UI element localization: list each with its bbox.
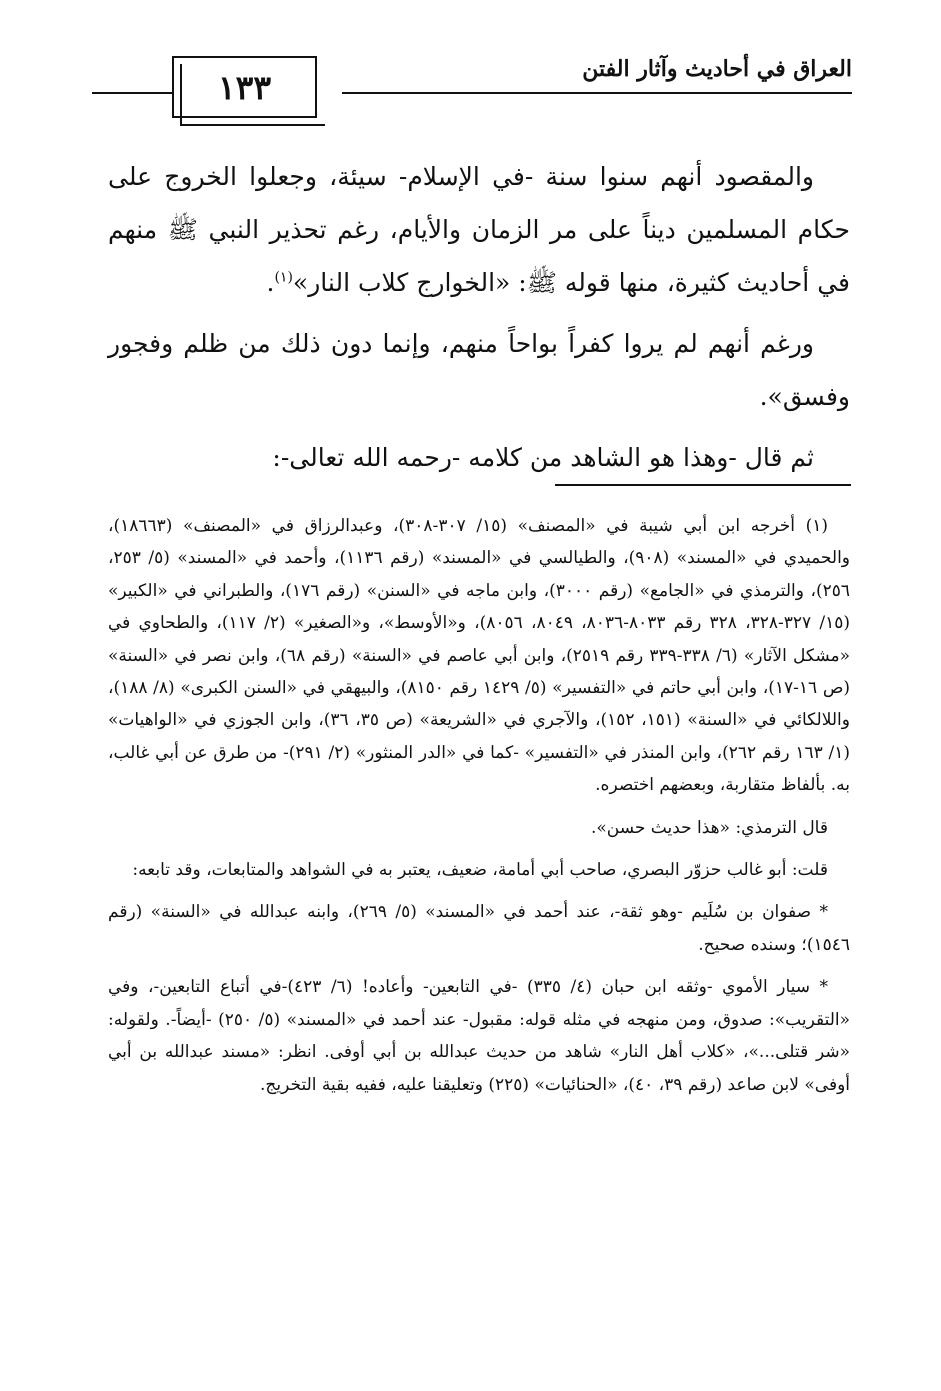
footnote-comment: قلت: أبو غالب حزوّر البصري، صاحب أبي أمامة، ضعيف، يعتبر به في الشواهد والمتابعات، وقد تابعه: [132,860,828,881]
paragraph-3: ثم قال -وهذا هو الشاهد من كلامه -رحمه الله تعالى-: [272,443,814,472]
footnote-marker: (١) [274,269,293,286]
page-number-box [172,56,317,118]
paragraph-2: ورغم أنهم لم يروا كفراً بواحاً منهم، وإنما دون ذلك من ظلم وفجور وفسق». [108,329,850,411]
header-rule-left [92,92,172,94]
page-header [92,42,852,112]
footnote-1: (١) أخرجه ابن أبي شيبة في «المصنف» (١٥/ ٣٠٧-٣٠٨)، وعبدالرزاق في «المصنف» (١٨٦٦٣)، والحميدي في «المسند» (٩٠٨)، والطيالسي في «المسند» (رقم ١١٣٦)، وأحمد في «المسند» (٥/ ٢٥٣، ٢٥٦)، والترمذي في «الجامع» (رقم ٣٠٠٠)، وابن ماجه في «السنن» (رقم ١٧٦)، والطبراني في «الكبير» (١٥/ ٣٢٧-٣٢٨، ٣٢٨ رقم ٨٠٣٣-٨٠٣٦، ٨٠٤٩، ٨٠٥٦)، و«الأوسط»، و«الصغير» (٢/ ١١٧)، والطحاوي في «مشكل الآثار» (٦/ ٣٣٨-٣٣٩ رقم ٢٥١٩)، وابن أبي عاصم في «السنة» (رقم ٦٨)، وابن نصر في «السنة» (ص ١٦-١٧)، وابن أبي حاتم في «التفسير» (٥/ ١٤٢٩ رقم ٨١٥٠)، والبيهقي في «السنن الكبرى» (٨/ ١٨٨)، واللالكائي في «السنة» (١٥١، ١٥٢)، والآجري في «الشريعة» (ص ٣٥، ٣٦)، وابن الجوزي في «الواهيات» (١/ ١٦٣ رقم ٢٦٢)، وابن المنذر في «التفسير» -كما في «الدر المنثور» (٢/ ٢٩١)- من طرق عن أبي غالب، به. بألفاظ متقاربة، وبعضهم اختصره. [108,516,851,796]
page-number: ١٣٣ [217,67,272,107]
main-text [108,150,850,492]
header-rule-right [342,92,852,94]
paragraph-1: والمقصود أنهم سنوا سنة -في الإسلام- سيئة، وجعلوا الخروج على حكام المسلمين ديناً على مر الزمان والأيام، رغم تحذير النبي ﷺ منهم في أحاديث كثيرة، منها قوله ﷺ: «الخوارج كلاب النار»$^{(١)}$. [108,162,850,297]
footnote-sayyar: * سيار الأموي -وثقه ابن حبان (٤/ ٣٣٥) -في التابعين- وأعاده! (٦/ ٤٢٣)-في أتباع التابعين-، وفي «التقريب»: صدوق، ومن منهجه في مثله قوله: مقبول- عند أحمد في «المسند» (٥/ ٢٥٠) -أيضاً-. ولقوله: «شر قتلى...»، «كلاب أهل النار» شاهد من حديث عبدالله بن أبي أوفى. انظر: «مسند عبدالله بن أبي أوفى» لابن صاعد (رقم ٣٩، ٤٠)، «الحنائيات» (٢٢٥) وتعليقنا عليه، ففيه بقية التخريج. [108,977,851,1095]
footnote-safwan: * صفوان بن سُلَيم -وهو ثقة-، عند أحمد في «المسند» (٥/ ٢٦٩)، وابنه عبدالله في «السنة» (رقم ١٥٤٦)؛ وسنده صحيح. [108,902,850,955]
footnote-tirmidhi: قال الترمذي: «هذا حديث حسن». [590,817,828,838]
footnotes [108,510,850,1111]
footnote-separator [555,484,851,486]
book-title: العراق في أحاديث وآثار الفتن [582,56,852,82]
